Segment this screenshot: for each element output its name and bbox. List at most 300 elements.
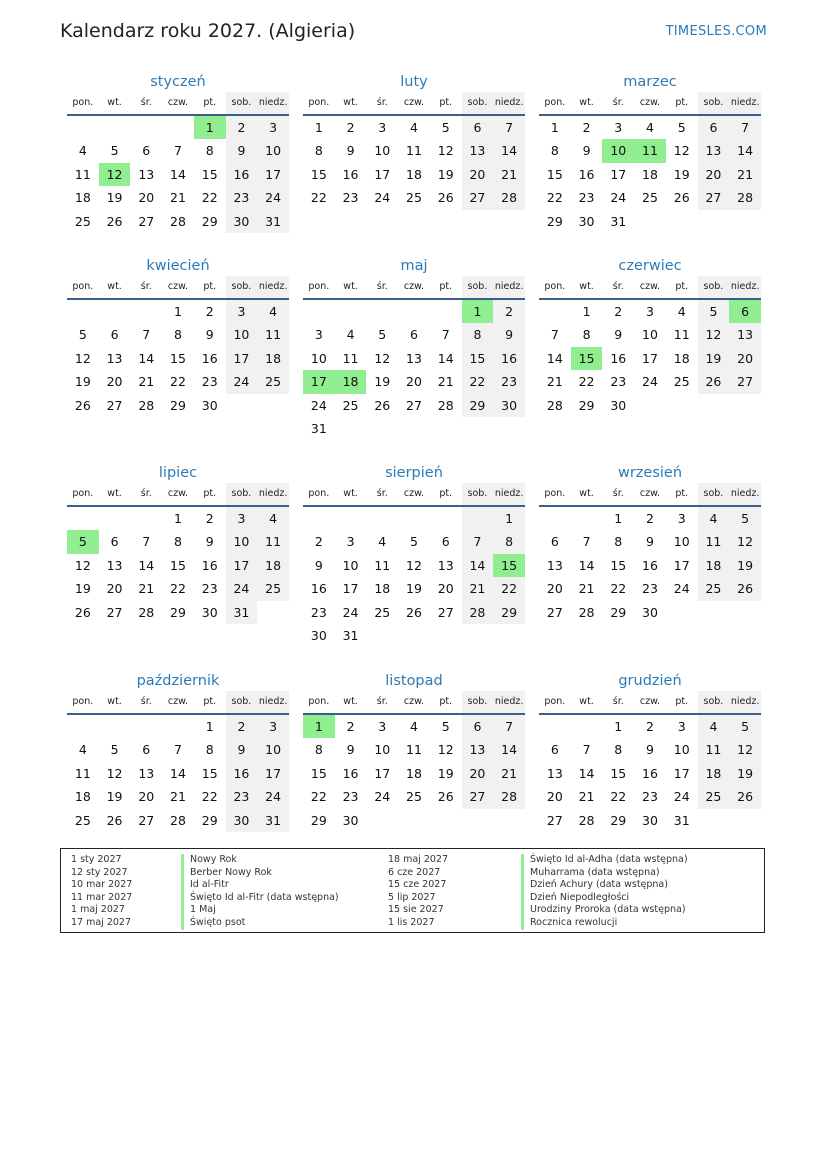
legend-holiday-name: Święto Id al-Adha (data wstępna) xyxy=(521,854,688,867)
weekday-label: śr. xyxy=(376,696,388,707)
day-cell: 2 xyxy=(226,715,258,738)
day-cell: 13 xyxy=(138,765,155,781)
weekday-label: czw. xyxy=(639,281,661,292)
day-cell: 2 xyxy=(646,719,654,734)
weekday-label: sob. xyxy=(698,276,730,298)
legend-row xyxy=(71,904,381,917)
day-cell: 7 xyxy=(462,530,494,553)
weekday-label: pt. xyxy=(439,97,453,108)
day-cell: 21 xyxy=(578,789,595,805)
day-cell: 13 xyxy=(546,557,563,573)
day-cell: 13 xyxy=(106,350,123,366)
day-cell: 16 xyxy=(642,765,658,781)
day-cell: 14 xyxy=(546,350,563,366)
day-cell: 13 xyxy=(462,139,494,162)
day-cell: 19 xyxy=(74,581,91,597)
day-cell: 8 xyxy=(314,742,323,758)
legend-date: 1 maj 2027 xyxy=(71,904,125,916)
weekday-label: śr. xyxy=(140,488,152,499)
legend-row xyxy=(388,904,758,917)
day-cell: 8 xyxy=(550,143,559,159)
legend-date: 11 mar 2027 xyxy=(71,891,133,903)
day-cell: 22 xyxy=(201,190,218,206)
day-cell: 23 xyxy=(642,581,658,597)
day-cell: 12 xyxy=(729,530,761,553)
month-name: lipiec xyxy=(158,465,198,481)
day-cell: 27 xyxy=(462,186,494,209)
legend-holiday-name: Dzień Niepodległości xyxy=(521,892,629,905)
legend-row xyxy=(71,892,381,905)
legend-date: 12 sty 2027 xyxy=(71,866,128,878)
day-cell: 2 xyxy=(346,719,355,734)
day-cell: 17 xyxy=(610,166,627,182)
day-cell: 31 xyxy=(257,210,289,233)
day-cell: 9 xyxy=(614,327,623,343)
day-cell: 6 xyxy=(462,715,494,738)
month-block xyxy=(67,463,289,624)
day-cell: 26 xyxy=(106,812,123,828)
day-cell: 29 xyxy=(610,812,627,828)
day-cell: 23 xyxy=(610,374,627,390)
day-cell: 21 xyxy=(138,581,155,597)
weekday-label: śr. xyxy=(140,281,152,292)
legend-holiday-name: Święto psot xyxy=(181,917,245,930)
day-cell: 22 xyxy=(310,190,327,206)
weekday-header xyxy=(539,483,761,507)
day-cell: 11 xyxy=(257,530,289,553)
empty-day-cell xyxy=(303,507,335,530)
day-cell: 6 xyxy=(110,534,119,550)
day-cell: 20 xyxy=(729,347,761,370)
day-cell: 21 xyxy=(493,762,525,785)
weekday-label: wt. xyxy=(107,696,122,707)
day-cell: 4 xyxy=(646,120,654,135)
weekday-label: niedz. xyxy=(257,92,289,114)
day-cell: 2 xyxy=(226,116,258,139)
day-cell: 20 xyxy=(106,374,123,390)
day-cell: 22 xyxy=(170,581,186,597)
legend-date: 18 maj 2027 xyxy=(388,854,449,865)
day-cell: 26 xyxy=(74,604,91,620)
day-cell: 11 xyxy=(406,742,422,758)
day-cell: 27 xyxy=(729,370,761,393)
day-cell: 24 xyxy=(642,374,658,390)
weekday-label: śr. xyxy=(376,97,388,108)
month-name: maj xyxy=(400,258,428,274)
empty-day-cell xyxy=(99,715,131,738)
weekday-label: niedz. xyxy=(257,276,289,298)
day-cell: 30 xyxy=(310,627,327,643)
legend-row xyxy=(71,917,381,930)
day-cell: 10 xyxy=(310,350,327,366)
day-cell: 7 xyxy=(729,116,761,139)
weekday-label: pt. xyxy=(203,696,217,707)
days-grid xyxy=(67,116,289,233)
legend-holiday-name: Nowy Rok xyxy=(181,854,237,867)
day-cell: 17 xyxy=(226,347,258,370)
day-cell: 20 xyxy=(138,789,155,805)
day-cell: 12 xyxy=(106,765,123,781)
weekday-label: pon. xyxy=(72,97,94,108)
day-cell: 2 xyxy=(346,120,355,135)
day-cell: 18 xyxy=(642,166,658,182)
empty-day-cell xyxy=(162,116,194,139)
day-cell: 11 xyxy=(374,557,391,573)
day-cell: 28 xyxy=(170,812,186,828)
legend-date: 6 cze 2027 xyxy=(388,866,441,878)
day-cell: 17 xyxy=(226,554,258,577)
weekday-label: pon. xyxy=(544,97,566,108)
month-block xyxy=(67,671,289,832)
weekday-label: pon. xyxy=(72,281,94,292)
day-cell: 21 xyxy=(170,190,186,206)
day-cell: 19 xyxy=(698,347,730,370)
day-cell: 29 xyxy=(310,812,327,828)
day-cell: 9 xyxy=(205,327,214,343)
month-name: marzec xyxy=(623,74,677,90)
day-cell: 5 xyxy=(729,715,761,738)
day-cell: 1 xyxy=(493,507,525,530)
empty-day-cell xyxy=(539,507,571,530)
holiday-day-cell: 10 xyxy=(602,139,634,162)
day-cell: 6 xyxy=(410,327,418,343)
day-cell: 9 xyxy=(493,323,525,346)
day-cell: 21 xyxy=(462,577,494,600)
day-cell: 14 xyxy=(493,139,525,162)
weekday-label: niedz. xyxy=(729,276,761,298)
day-cell: 30 xyxy=(226,809,258,832)
day-cell: 11 xyxy=(673,327,690,343)
days-grid xyxy=(303,507,525,647)
day-cell: 15 xyxy=(170,557,186,573)
day-cell: 10 xyxy=(226,530,258,553)
weekday-label: sob. xyxy=(462,691,494,713)
day-cell: 16 xyxy=(310,581,327,597)
empty-day-cell xyxy=(99,507,131,530)
day-cell: 29 xyxy=(610,604,627,620)
day-cell: 12 xyxy=(673,143,690,159)
weekday-header xyxy=(67,92,289,116)
day-cell: 4 xyxy=(698,715,730,738)
day-cell: 9 xyxy=(314,557,323,573)
day-cell: 4 xyxy=(78,143,87,159)
day-cell: 16 xyxy=(342,765,359,781)
month-name: październik xyxy=(136,673,220,689)
day-cell: 14 xyxy=(170,166,186,182)
month-block xyxy=(539,671,761,832)
day-cell: 7 xyxy=(493,116,525,139)
day-cell: 25 xyxy=(342,397,359,413)
day-cell: 22 xyxy=(578,374,595,390)
day-cell: 24 xyxy=(257,785,289,808)
day-cell: 22 xyxy=(610,789,627,805)
days-grid xyxy=(303,116,525,210)
days-grid xyxy=(303,715,525,832)
day-cell: 28 xyxy=(729,186,761,209)
empty-day-cell xyxy=(430,507,462,530)
day-cell: 13 xyxy=(138,166,155,182)
legend-date: 5 lip 2027 xyxy=(388,891,436,903)
weekday-header xyxy=(303,92,525,116)
legend-holiday-name: Berber Nowy Rok xyxy=(181,867,272,880)
page-title: Kalendarz roku 2027. (Algieria) xyxy=(60,20,356,42)
day-cell: 25 xyxy=(673,374,690,390)
day-cell: 26 xyxy=(437,190,454,206)
day-cell: 6 xyxy=(110,327,119,343)
day-cell: 23 xyxy=(642,789,658,805)
day-cell: 2 xyxy=(205,511,214,526)
legend-holiday-name: Urodziny Proroka (data wstępna) xyxy=(521,904,686,917)
day-cell: 15 xyxy=(201,166,218,182)
holiday-day-cell: 1 xyxy=(303,715,335,738)
day-cell: 24 xyxy=(310,397,327,413)
day-cell: 15 xyxy=(170,350,186,366)
day-cell: 29 xyxy=(462,394,494,417)
day-cell: 11 xyxy=(74,765,91,781)
month-block xyxy=(303,463,525,647)
site-link[interactable]: TIMESLES.COM xyxy=(665,24,767,39)
day-cell: 31 xyxy=(673,812,690,828)
days-grid xyxy=(67,507,289,624)
day-cell: 26 xyxy=(406,604,422,620)
weekday-label: pt. xyxy=(439,696,453,707)
day-cell: 28 xyxy=(462,601,494,624)
day-cell: 11 xyxy=(698,530,730,553)
day-cell: 22 xyxy=(610,581,627,597)
day-cell: 17 xyxy=(257,762,289,785)
day-cell: 30 xyxy=(493,394,525,417)
day-cell: 18 xyxy=(406,166,422,182)
day-cell: 19 xyxy=(74,374,91,390)
empty-day-cell xyxy=(67,715,99,738)
day-cell: 3 xyxy=(614,120,623,135)
legend-date: 17 maj 2027 xyxy=(71,916,132,928)
weekday-label: wt. xyxy=(579,281,594,292)
day-cell: 23 xyxy=(342,789,359,805)
holiday-day-cell: 15 xyxy=(571,347,603,370)
day-cell: 14 xyxy=(578,557,595,573)
day-cell: 8 xyxy=(582,327,591,343)
day-cell: 29 xyxy=(493,601,525,624)
day-cell: 4 xyxy=(410,719,418,734)
day-cell: 11 xyxy=(342,350,359,366)
day-cell: 18 xyxy=(257,554,289,577)
weekday-label: czw. xyxy=(167,281,189,292)
day-cell: 30 xyxy=(226,210,258,233)
weekday-label: sob. xyxy=(698,691,730,713)
day-cell: 2 xyxy=(205,304,214,319)
day-cell: 20 xyxy=(546,581,563,597)
legend-column-left xyxy=(71,854,381,930)
day-cell: 12 xyxy=(74,557,91,573)
day-cell: 14 xyxy=(170,765,186,781)
day-cell: 12 xyxy=(406,557,422,573)
weekday-label: czw. xyxy=(167,696,189,707)
day-cell: 20 xyxy=(138,190,155,206)
day-cell: 15 xyxy=(546,166,563,182)
day-cell: 7 xyxy=(582,742,591,758)
day-cell: 7 xyxy=(174,143,182,159)
day-cell: 14 xyxy=(138,350,155,366)
day-cell: 20 xyxy=(546,789,563,805)
day-cell: 4 xyxy=(78,742,87,758)
weekday-label: wt. xyxy=(107,488,122,499)
weekday-label: pt. xyxy=(675,281,689,292)
day-cell: 18 xyxy=(406,765,422,781)
day-cell: 23 xyxy=(310,604,327,620)
day-cell: 27 xyxy=(546,604,563,620)
month-name: luty xyxy=(400,74,428,90)
legend-column-right xyxy=(388,854,758,930)
day-cell: 15 xyxy=(310,765,327,781)
day-cell: 9 xyxy=(205,534,214,550)
empty-day-cell xyxy=(430,300,462,323)
empty-day-cell xyxy=(398,300,430,323)
empty-day-cell xyxy=(130,300,162,323)
month-block xyxy=(67,256,289,417)
day-cell: 8 xyxy=(205,742,214,758)
day-cell: 9 xyxy=(346,143,355,159)
weekday-label: pt. xyxy=(203,281,217,292)
day-cell: 19 xyxy=(374,374,391,390)
day-cell: 21 xyxy=(138,374,155,390)
day-cell: 29 xyxy=(170,604,186,620)
day-cell: 15 xyxy=(201,765,218,781)
day-cell: 16 xyxy=(642,557,658,573)
weekday-label: sob. xyxy=(226,276,258,298)
weekday-label: pon. xyxy=(72,696,94,707)
weekday-label: wt. xyxy=(343,97,358,108)
weekday-label: wt. xyxy=(579,696,594,707)
day-cell: 26 xyxy=(729,577,761,600)
day-cell: 25 xyxy=(406,789,422,805)
day-cell: 13 xyxy=(698,139,730,162)
day-cell: 1 xyxy=(314,120,323,135)
weekday-label: pon. xyxy=(72,488,94,499)
weekday-label: pt. xyxy=(675,97,689,108)
weekday-label: pon. xyxy=(308,281,330,292)
day-cell: 3 xyxy=(677,719,686,734)
day-cell: 24 xyxy=(257,186,289,209)
day-cell: 27 xyxy=(138,812,155,828)
empty-day-cell xyxy=(335,300,367,323)
day-cell: 18 xyxy=(257,347,289,370)
day-cell: 1 xyxy=(614,511,623,526)
day-cell: 23 xyxy=(226,785,258,808)
day-cell: 17 xyxy=(673,765,690,781)
day-cell: 24 xyxy=(374,789,391,805)
day-cell: 3 xyxy=(314,327,323,343)
day-cell: 27 xyxy=(106,397,123,413)
weekday-header xyxy=(67,691,289,715)
weekday-label: pt. xyxy=(675,488,689,499)
days-grid xyxy=(303,300,525,440)
weekday-header xyxy=(539,92,761,116)
day-cell: 24 xyxy=(226,370,258,393)
day-cell: 18 xyxy=(74,789,91,805)
legend-row xyxy=(71,879,381,892)
holiday-day-cell: 18 xyxy=(335,370,367,393)
day-cell: 18 xyxy=(673,350,690,366)
weekday-label: czw. xyxy=(639,488,661,499)
day-cell: 30 xyxy=(342,812,359,828)
day-cell: 20 xyxy=(106,581,123,597)
day-cell: 26 xyxy=(673,190,690,206)
weekday-label: wt. xyxy=(107,281,122,292)
day-cell: 5 xyxy=(110,742,119,758)
day-cell: 4 xyxy=(698,507,730,530)
day-cell: 12 xyxy=(729,738,761,761)
empty-day-cell xyxy=(130,507,162,530)
day-cell: 22 xyxy=(462,370,494,393)
day-cell: 31 xyxy=(257,809,289,832)
days-grid xyxy=(539,116,761,233)
day-cell: 28 xyxy=(578,812,595,828)
day-cell: 30 xyxy=(201,397,218,413)
day-cell: 9 xyxy=(346,742,355,758)
weekday-label: niedz. xyxy=(729,92,761,114)
month-name: listopad xyxy=(385,673,443,689)
weekday-label: śr. xyxy=(612,97,624,108)
day-cell: 12 xyxy=(74,350,91,366)
weekday-label: sob. xyxy=(226,483,258,505)
day-cell: 2 xyxy=(582,120,591,135)
day-cell: 21 xyxy=(170,789,186,805)
day-cell: 27 xyxy=(698,186,730,209)
day-cell: 28 xyxy=(437,397,454,413)
day-cell: 23 xyxy=(342,190,359,206)
weekday-label: niedz. xyxy=(493,276,525,298)
day-cell: 17 xyxy=(374,166,391,182)
day-cell: 5 xyxy=(410,534,418,550)
day-cell: 3 xyxy=(378,719,387,734)
day-cell: 6 xyxy=(441,534,450,550)
weekday-label: czw. xyxy=(639,97,661,108)
day-cell: 14 xyxy=(578,765,595,781)
empty-day-cell xyxy=(99,116,131,139)
day-cell: 16 xyxy=(493,347,525,370)
day-cell: 8 xyxy=(174,327,182,343)
day-cell: 26 xyxy=(74,397,91,413)
day-cell: 16 xyxy=(578,166,595,182)
weekday-label: pt. xyxy=(203,488,217,499)
day-cell: 17 xyxy=(642,350,658,366)
weekday-label: sob. xyxy=(226,691,258,713)
day-cell: 3 xyxy=(257,116,289,139)
day-cell: 20 xyxy=(698,163,730,186)
days-grid xyxy=(539,300,761,417)
day-cell: 26 xyxy=(106,213,123,229)
day-cell: 10 xyxy=(226,323,258,346)
day-cell: 10 xyxy=(374,143,391,159)
holiday-day-cell: 15 xyxy=(493,554,525,577)
month-block xyxy=(303,671,525,832)
day-cell: 2 xyxy=(493,300,525,323)
empty-day-cell xyxy=(67,300,99,323)
day-cell: 14 xyxy=(437,350,454,366)
day-cell: 29 xyxy=(546,213,563,229)
day-cell: 10 xyxy=(257,738,289,761)
days-grid xyxy=(539,507,761,624)
legend-row xyxy=(71,854,381,867)
day-cell: 24 xyxy=(342,604,359,620)
weekday-label: śr. xyxy=(376,281,388,292)
weekday-label: śr. xyxy=(140,97,152,108)
day-cell: 24 xyxy=(610,190,627,206)
day-cell: 13 xyxy=(437,557,454,573)
day-cell: 14 xyxy=(138,557,155,573)
weekday-label: pt. xyxy=(439,488,453,499)
